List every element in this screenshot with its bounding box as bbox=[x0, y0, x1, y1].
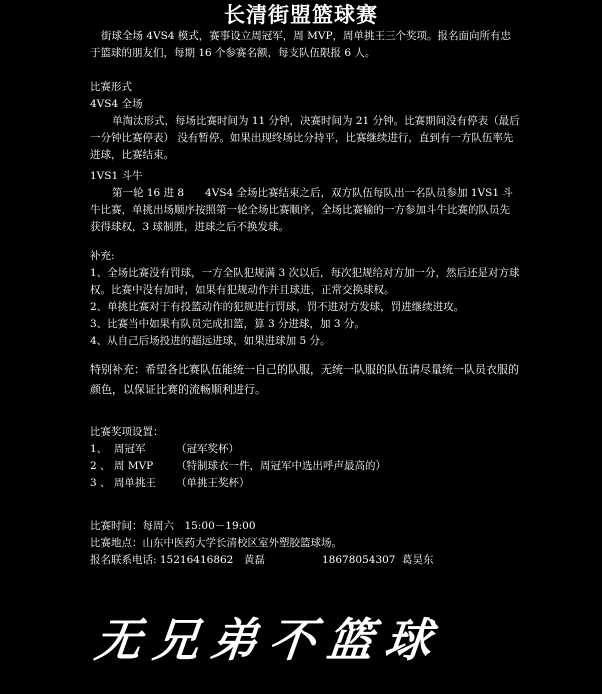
one-on-one-heading: 1VS1 斗牛 bbox=[90, 170, 143, 182]
intro-paragraph: 街球全场 4VS4 模式，赛事设立周冠军，周 MVP，周单挑王三个奖项。报名面向所有忠于篮球的朋友们，每期 16 个参赛名额，每支队伍限报 6 人。 bbox=[90, 30, 512, 59]
format-section bbox=[90, 79, 520, 164]
one-on-one-text: 第一轮 16 进 8 4VS4 全场比赛结束之后，双方队伍每队出一名队员参加 1VS1 斗牛比赛，单挑出场顺序按照第一轮全场比赛顺序，全场比赛输的一方参加斗牛比赛的队员先获得球权，3 球制胜，进球之后不换发球。 bbox=[90, 187, 513, 233]
special-note-section bbox=[90, 360, 520, 400]
award-desc: （单挑王奖杯） bbox=[176, 477, 250, 489]
award-name: 周 MVP bbox=[114, 460, 154, 472]
award-desc: （特制球衣一件，周冠军中选出呼声最高的） bbox=[176, 460, 386, 472]
supplement-item-2: 2、单挑比赛对于有投篮动作的犯规进行罚球，罚不进对方发球，罚进继续进攻。 bbox=[90, 301, 465, 313]
supplement-item-3: 3、比赛当中如果有队员完成扣篮，算 3 分进球，加 3 分。 bbox=[90, 318, 365, 330]
info-section bbox=[90, 518, 520, 569]
intro-section bbox=[90, 28, 520, 62]
contact-row bbox=[90, 552, 520, 569]
award-row bbox=[90, 475, 520, 492]
award-row bbox=[90, 441, 520, 458]
format-heading: 比赛形式 bbox=[90, 81, 132, 93]
award-num: 3 、 bbox=[90, 477, 111, 489]
match-venue: 比赛地点：山东中医药大学长清校区室外塑胶篮球场。 bbox=[90, 537, 342, 549]
award-row bbox=[90, 458, 520, 475]
award-name: 周冠军 bbox=[114, 443, 146, 455]
special-note: 特别补充：希望各比赛队伍能统一自己的队服，无统一队服的队伍请尽量统一队员衣服的颜色，以保证比赛的流畅顺利进行。 bbox=[90, 363, 519, 396]
supplement-item-4: 4、从自己后场投进的超远进球，如果进球加 5 分。 bbox=[90, 335, 331, 347]
slogan-calligraphy: 无兄弟不篮球 bbox=[92, 613, 446, 667]
supplement-heading: 补充: bbox=[90, 250, 115, 262]
award-num: 1、 bbox=[90, 443, 108, 455]
award-name: 周单挑王 bbox=[114, 477, 156, 489]
full-court-text: 单淘汰形式，每场比赛时间为 11 分钟，决赛时间为 21 分钟。比赛期间没有停表（最后一分钟比赛停表） 没有暂停。如果出现终场比分持平，比赛继续进行，直到有一方队伍率先进球，比赛结束。 bbox=[90, 115, 520, 161]
page-title: 长清街盟篮球赛 bbox=[224, 3, 378, 27]
awards-section bbox=[90, 424, 520, 492]
match-time: 比赛时间：每周六 15:00－19:00 bbox=[90, 520, 256, 532]
one-on-one-section bbox=[90, 168, 520, 236]
supplement-item-1: 1、全场比赛没有罚球，一方全队犯规满 3 次以后，每次犯规给对方加一分，然后还是对方球权。比赛中没有加时，如果有犯规动作并且球进，正常交换球权。 bbox=[90, 267, 520, 296]
awards-heading: 比赛奖项设置： bbox=[90, 426, 164, 438]
contact-name-secondary: 葛昊东 bbox=[402, 554, 434, 566]
award-desc: （冠军奖杯） bbox=[176, 443, 239, 455]
contact-phone-secondary: 18678054307 bbox=[322, 554, 396, 566]
award-num: 2 、 bbox=[90, 460, 111, 472]
supplement-section bbox=[90, 248, 520, 350]
contact-primary: 报名联系电话: 15216416862 黄磊 bbox=[90, 554, 265, 566]
full-court-heading: 4VS4 全场 bbox=[90, 98, 143, 110]
